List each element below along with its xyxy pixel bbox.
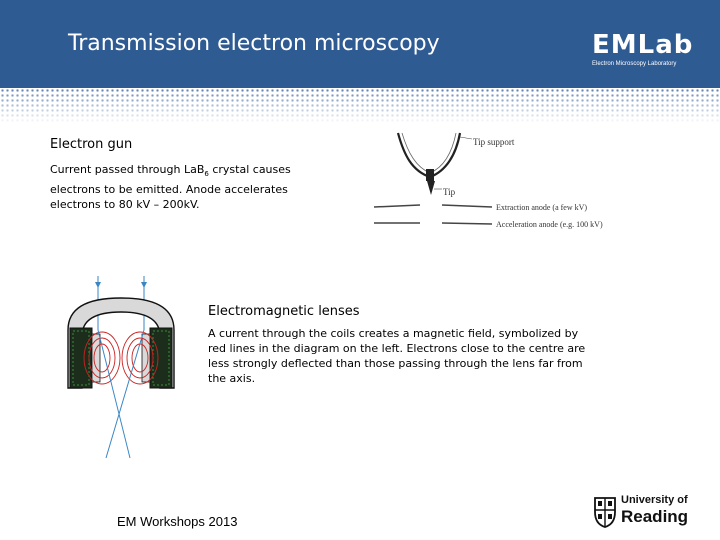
tip-support-wire-inner bbox=[402, 133, 456, 173]
dotted-divider bbox=[0, 88, 720, 124]
tip-support-leader bbox=[460, 137, 472, 139]
university-line2: Reading bbox=[621, 507, 689, 526]
gun-body-subscript: 6 bbox=[204, 170, 209, 179]
university-wordmark bbox=[621, 494, 688, 526]
beam-arrow-icon bbox=[95, 282, 101, 288]
tip-label: Tip bbox=[443, 187, 456, 197]
extraction-anode-label: Extraction anode (a few kV) bbox=[496, 203, 588, 212]
electron-gun-title: Electron gun bbox=[50, 137, 133, 152]
electron-gun-diagram bbox=[368, 125, 603, 245]
electromagnetic-lens-diagram bbox=[62, 268, 182, 463]
page-title: Transmission electron microscopy bbox=[68, 31, 440, 56]
acceleration-anode-right bbox=[442, 223, 492, 224]
gun-body-post: crystal causes electrons to be emitted. Anode accelerates electrons to 80 kV – 200kV. bbox=[50, 163, 291, 212]
tip-holder bbox=[426, 169, 434, 181]
pole-gap-left bbox=[92, 334, 100, 382]
lenses-title: Electromagnetic lenses bbox=[208, 304, 360, 319]
university-of-reading-logo bbox=[593, 494, 693, 530]
emlab-logo bbox=[592, 32, 693, 68]
university-line1: University of bbox=[621, 494, 688, 506]
header-bar bbox=[0, 0, 720, 88]
extraction-anode-left bbox=[374, 205, 420, 207]
logo-sub-text: Electron Microscopy Laboratory bbox=[592, 61, 677, 67]
logo-main-text: EMLab bbox=[592, 30, 694, 60]
pole-gap-right bbox=[142, 334, 150, 382]
gun-body-pre: Current passed through LaB bbox=[50, 163, 205, 176]
extraction-anode-right bbox=[442, 205, 492, 207]
lenses-description: A current through the coils creates a magnetic field, symbolized by red lines in the diagram on the left. Electrons close to the centre are less strongly deflected than those passing through the lens far from the axis. bbox=[208, 327, 586, 385]
crest-icon bbox=[593, 496, 617, 528]
footer-workshop-label: EM Workshops 2013 bbox=[117, 514, 238, 529]
beam-arrow-icon-right bbox=[141, 282, 147, 288]
electron-gun-description bbox=[50, 162, 308, 212]
tip-support-label: Tip support bbox=[473, 137, 515, 147]
acceleration-anode-label: Acceleration anode (e.g. 100 kV) bbox=[496, 220, 603, 229]
tip-icon bbox=[427, 181, 435, 195]
